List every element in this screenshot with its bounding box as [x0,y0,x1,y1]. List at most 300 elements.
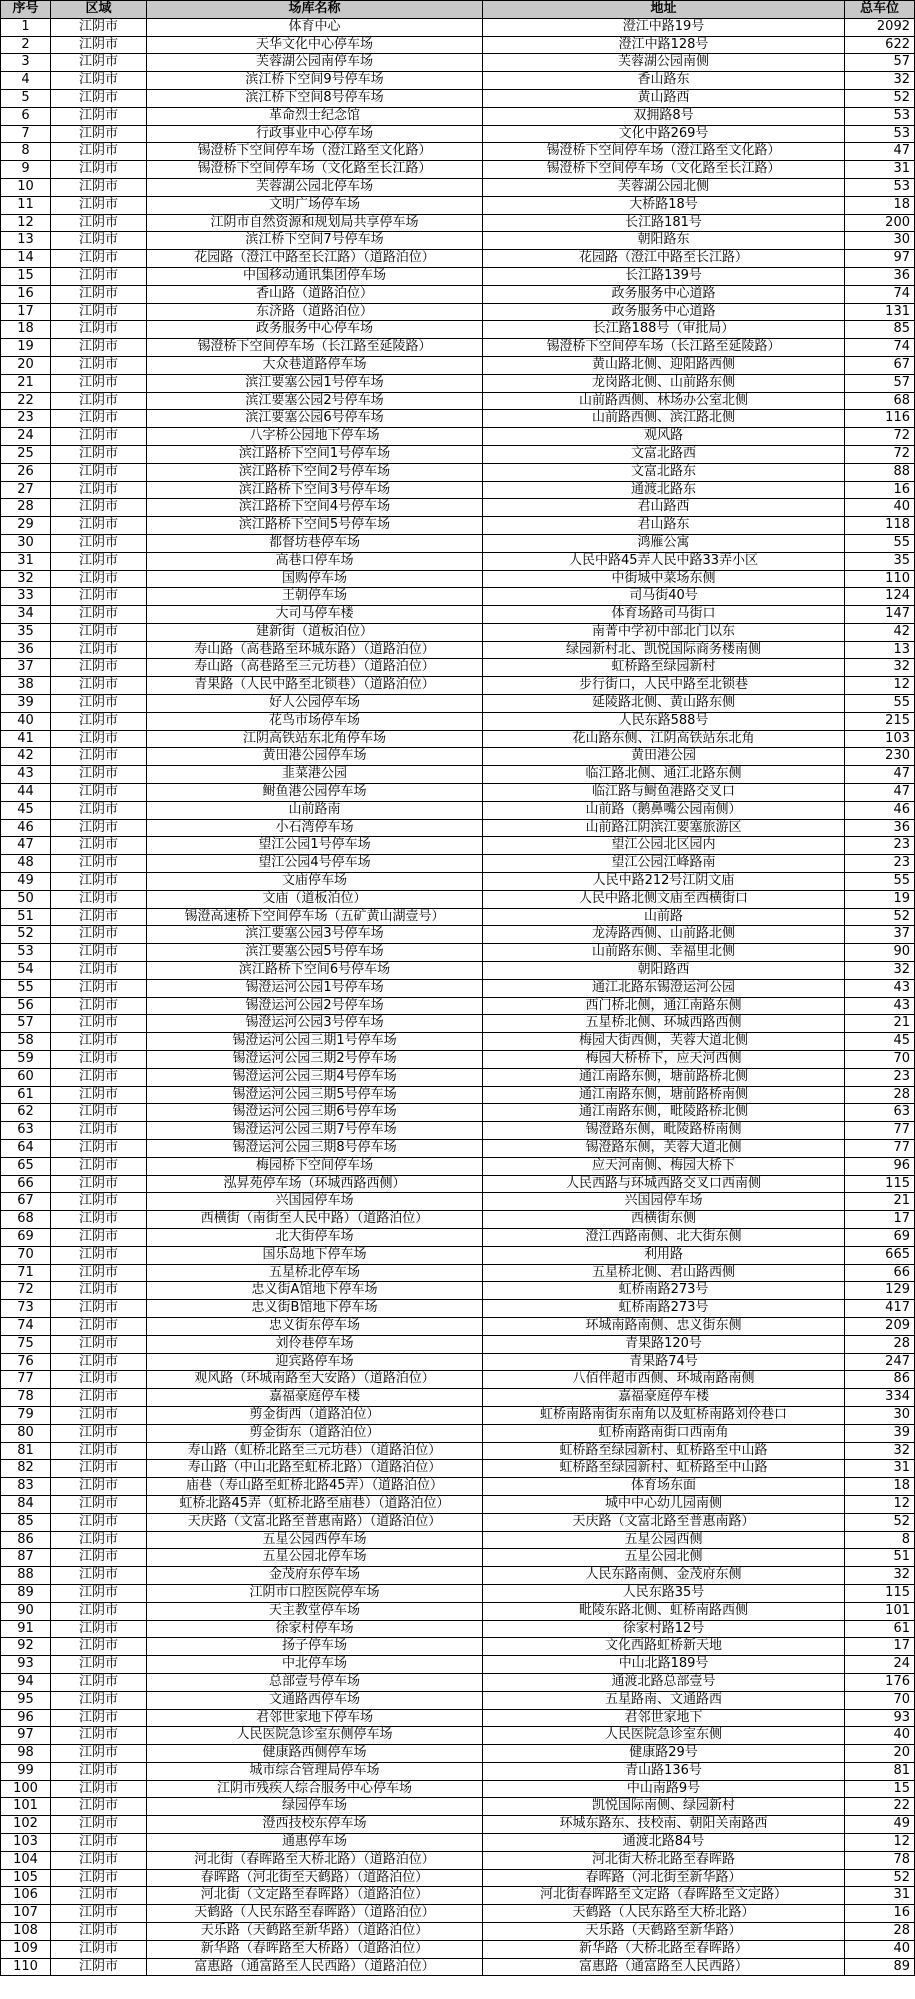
table-row [1,1584,915,1602]
row-address: 体育场东面 [483,1478,845,1496]
row-total-spaces: 209 [845,1317,915,1335]
table-row [1,1656,915,1674]
table-row [1,1033,915,1051]
row-lot-name: 滨江要塞公园2号停车场 [147,392,483,410]
row-region: 江阴市 [51,1958,147,1976]
row-lot-name: 滨江路桥下空间5号停车场 [147,517,483,535]
table-row [1,1228,915,1246]
row-address: 毗陵东路北侧、虹桥南路西侧 [483,1602,845,1620]
row-total-spaces: 115 [845,1175,915,1193]
row-lot-name: 泓昇苑停车场（环城西路西侧） [147,1175,483,1193]
row-address: 步行街口，人民中路至北锁巷 [483,677,845,695]
row-total-spaces: 30 [845,232,915,250]
row-lot-name: 芙蓉湖公园北停车场 [147,178,483,196]
table-row [1,677,915,695]
row-address: 澄江中路19号 [483,18,845,36]
row-total-spaces: 17 [845,1638,915,1656]
row-region: 江阴市 [51,1442,147,1460]
row-region: 江阴市 [51,570,147,588]
row-lot-name: 滨江桥下空间7号停车场 [147,232,483,250]
row-region: 江阴市 [51,926,147,944]
row-region: 江阴市 [51,1584,147,1602]
row-lot-name: 迎宾路停车场 [147,1353,483,1371]
row-total-spaces: 47 [845,143,915,161]
row-lot-name: 新华路（春晖路至大桥路）（道路泊位） [147,1940,483,1958]
row-lot-name: 王朝停车场 [147,588,483,606]
row-region: 江阴市 [51,1122,147,1140]
row-region: 江阴市 [51,1175,147,1193]
table-row [1,1940,915,1958]
row-region: 江阴市 [51,1015,147,1033]
row-region: 江阴市 [51,677,147,695]
table-row [1,997,915,1015]
row-lot-name: 寿山路（中山北路至虹桥北路）（道路泊位） [147,1460,483,1478]
row-index: 66 [1,1175,51,1193]
row-index: 64 [1,1140,51,1158]
table-row [1,1869,915,1887]
row-total-spaces: 28 [845,1923,915,1941]
row-lot-name: 滨江路桥下空间3号停车场 [147,481,483,499]
row-address: 文化中路269号 [483,125,845,143]
row-lot-name: 梅园桥下空间停车场 [147,1157,483,1175]
row-total-spaces: 31 [845,161,915,179]
row-lot-name: 花园路（澄江中路至长江路）（道路泊位） [147,250,483,268]
table-row [1,962,915,980]
row-index: 101 [1,1798,51,1816]
table-row [1,267,915,285]
table-row [1,1122,915,1140]
row-region: 江阴市 [51,712,147,730]
row-total-spaces: 53 [845,107,915,125]
row-total-spaces: 23 [845,837,915,855]
row-address: 通渡北路总部壹号 [483,1673,845,1691]
row-address: 通江北路东锡澄运河公园 [483,979,845,997]
row-total-spaces: 665 [845,1246,915,1264]
row-address: 政务服务中心道路 [483,285,845,303]
table-row [1,1851,915,1869]
row-region: 江阴市 [51,1620,147,1638]
table-row [1,570,915,588]
row-total-spaces: 89 [845,1958,915,1976]
row-index: 5 [1,89,51,107]
row-lot-name: 行政事业中心停车场 [147,125,483,143]
row-address: 澄江中路128号 [483,36,845,54]
table-row [1,54,915,72]
row-total-spaces: 147 [845,606,915,624]
table-row [1,72,915,90]
row-index: 65 [1,1157,51,1175]
row-total-spaces: 90 [845,944,915,962]
row-address: 虹桥南路南街东南角以及虹桥南路刘伶巷口 [483,1406,845,1424]
row-lot-name: 绿园停车场 [147,1798,483,1816]
table-row [1,143,915,161]
row-total-spaces: 2092 [845,18,915,36]
row-region: 江阴市 [51,1851,147,1869]
table-row [1,1834,915,1852]
row-region: 江阴市 [51,534,147,552]
row-index: 61 [1,1086,51,1104]
row-total-spaces: 77 [845,1122,915,1140]
row-address: 虹桥南路273号 [483,1300,845,1318]
row-total-spaces: 43 [845,979,915,997]
row-total-spaces: 116 [845,410,915,428]
row-region: 江阴市 [51,873,147,891]
table-row [1,1673,915,1691]
row-lot-name: 青果路（人民中路至北锁巷）（道路泊位） [147,677,483,695]
row-index: 43 [1,766,51,784]
row-region: 江阴市 [51,1282,147,1300]
table-row [1,1638,915,1656]
row-region: 江阴市 [51,36,147,54]
row-lot-name: 建新街（道板泊位） [147,623,483,641]
row-address: 五星路南、文通路西 [483,1691,845,1709]
row-lot-name: 五星桥北停车场 [147,1264,483,1282]
row-lot-name: 滨江路桥下空间6号停车场 [147,962,483,980]
row-total-spaces: 40 [845,499,915,517]
row-address: 人民东路南侧、金茂府东侧 [483,1567,845,1585]
row-index: 7 [1,125,51,143]
table-row [1,250,915,268]
row-lot-name: 小石湾停车场 [147,819,483,837]
row-index: 110 [1,1958,51,1976]
row-region: 江阴市 [51,1531,147,1549]
table-row [1,1300,915,1318]
row-total-spaces: 43 [845,997,915,1015]
table-row [1,837,915,855]
row-lot-name: 忠义街东停车场 [147,1317,483,1335]
row-index: 62 [1,1104,51,1122]
row-index: 33 [1,588,51,606]
table-row [1,873,915,891]
row-index: 96 [1,1709,51,1727]
table-row [1,695,915,713]
row-address: 山前路江阴滨江要塞旅游区 [483,819,845,837]
row-index: 36 [1,641,51,659]
row-lot-name: 徐家村停车场 [147,1620,483,1638]
table-row [1,1460,915,1478]
row-total-spaces: 131 [845,303,915,321]
table-row [1,1353,915,1371]
row-region: 江阴市 [51,1193,147,1211]
row-lot-name: 文通路西停车场 [147,1691,483,1709]
row-address: 人民中路45弄人民中路33弄小区 [483,552,845,570]
row-total-spaces: 55 [845,534,915,552]
row-address: 人民医院急诊室东侧 [483,1727,845,1745]
row-lot-name: 忠义街B馆地下停车场 [147,1300,483,1318]
row-lot-name: 观风路（环城南路至大安路）（道路泊位） [147,1371,483,1389]
row-region: 江阴市 [51,392,147,410]
row-lot-name: 山前路南 [147,801,483,819]
row-total-spaces: 31 [845,1460,915,1478]
row-region: 江阴市 [51,445,147,463]
row-total-spaces: 32 [845,72,915,90]
table-row [1,534,915,552]
row-total-spaces: 40 [845,1727,915,1745]
row-address: 望江公园江峰路南 [483,855,845,873]
row-index: 91 [1,1620,51,1638]
row-region: 江阴市 [51,1602,147,1620]
row-index: 22 [1,392,51,410]
row-lot-name: 西横街（南街至人民中路）（道路泊位） [147,1211,483,1229]
row-total-spaces: 18 [845,196,915,214]
row-address: 芙蓉湖公园北侧 [483,178,845,196]
row-index: 108 [1,1923,51,1941]
row-total-spaces: 85 [845,321,915,339]
row-address: 延陵路北侧、黄山路东侧 [483,695,845,713]
row-region: 江阴市 [51,1905,147,1923]
row-index: 88 [1,1567,51,1585]
row-region: 江阴市 [51,1513,147,1531]
table-row [1,1887,915,1905]
row-index: 51 [1,908,51,926]
row-address: 青果路120号 [483,1335,845,1353]
row-lot-name: 锡澄运河公园三期5号停车场 [147,1086,483,1104]
header-total-spaces: 总车位 [845,1,915,19]
row-index: 6 [1,107,51,125]
row-total-spaces: 55 [845,695,915,713]
row-lot-name: 兴国园停车场 [147,1193,483,1211]
row-region: 江阴市 [51,1033,147,1051]
row-total-spaces: 417 [845,1300,915,1318]
row-region: 江阴市 [51,1923,147,1941]
row-region: 江阴市 [51,89,147,107]
row-lot-name: 中国移动通讯集团停车场 [147,267,483,285]
row-region: 江阴市 [51,890,147,908]
row-total-spaces: 78 [845,1851,915,1869]
row-address: 黄田港公园 [483,748,845,766]
row-lot-name: 望江公园1号停车场 [147,837,483,855]
header-address: 地址 [483,1,845,19]
table-row [1,499,915,517]
row-index: 85 [1,1513,51,1531]
row-total-spaces: 93 [845,1709,915,1727]
row-lot-name: 嘉福豪庭停车楼 [147,1389,483,1407]
table-row [1,214,915,232]
row-lot-name: 天乐路（天鹤路至新华路）（道路泊位） [147,1923,483,1941]
row-region: 江阴市 [51,1086,147,1104]
row-total-spaces: 70 [845,1691,915,1709]
row-address: 政务服务中心道路 [483,303,845,321]
row-index: 46 [1,819,51,837]
row-region: 江阴市 [51,499,147,517]
row-lot-name: 锡澄运河公园三期8号停车场 [147,1140,483,1158]
row-region: 江阴市 [51,748,147,766]
row-lot-name: 五星公园北停车场 [147,1549,483,1567]
row-total-spaces: 36 [845,819,915,837]
row-address: 富惠路（通富路至人民西路） [483,1958,845,1976]
row-total-spaces: 32 [845,659,915,677]
table-row [1,428,915,446]
row-lot-name: 北大街停车场 [147,1228,483,1246]
row-total-spaces: 16 [845,481,915,499]
row-lot-name: 江阴市口腔医院停车场 [147,1584,483,1602]
row-region: 江阴市 [51,1371,147,1389]
table-row [1,1406,915,1424]
table-row [1,1531,915,1549]
row-total-spaces: 28 [845,1086,915,1104]
header-index: 序号 [1,1,51,19]
row-address: 朝阳路西 [483,962,845,980]
row-region: 江阴市 [51,944,147,962]
row-address: 西横街东侧 [483,1211,845,1229]
table-row [1,1335,915,1353]
row-lot-name: 大司马停车楼 [147,606,483,624]
row-region: 江阴市 [51,1673,147,1691]
row-total-spaces: 97 [845,250,915,268]
row-lot-name: 文庙停车场 [147,873,483,891]
row-total-spaces: 622 [845,36,915,54]
row-region: 江阴市 [51,339,147,357]
row-region: 江阴市 [51,1495,147,1513]
table-row [1,712,915,730]
row-region: 江阴市 [51,1068,147,1086]
row-lot-name: 滨江要塞公园3号停车场 [147,926,483,944]
row-index: 54 [1,962,51,980]
row-address: 芙蓉湖公园南侧 [483,54,845,72]
row-index: 70 [1,1246,51,1264]
table-row [1,1389,915,1407]
row-region: 江阴市 [51,1424,147,1442]
row-index: 42 [1,748,51,766]
table-row [1,1780,915,1798]
row-total-spaces: 13 [845,641,915,659]
row-region: 江阴市 [51,1140,147,1158]
row-index: 105 [1,1869,51,1887]
row-index: 15 [1,267,51,285]
row-address: 大桥路18号 [483,196,845,214]
table-row [1,1513,915,1531]
row-total-spaces: 129 [845,1282,915,1300]
table-row [1,1816,915,1834]
row-region: 江阴市 [51,1887,147,1905]
table-row [1,463,915,481]
row-index: 18 [1,321,51,339]
row-address: 八佰伴超市西侧、环城南路南侧 [483,1371,845,1389]
row-total-spaces: 31 [845,1887,915,1905]
table-row [1,1211,915,1229]
row-total-spaces: 12 [845,677,915,695]
table-row [1,1068,915,1086]
row-region: 江阴市 [51,356,147,374]
row-total-spaces: 39 [845,1424,915,1442]
row-lot-name: 芙蓉湖公园南停车场 [147,54,483,72]
row-index: 27 [1,481,51,499]
row-total-spaces: 15 [845,1780,915,1798]
row-lot-name: 锡澄运河公园三期7号停车场 [147,1122,483,1140]
row-region: 江阴市 [51,1869,147,1887]
table-row [1,374,915,392]
row-address: 梅园大桥桥下，应天河西侧 [483,1051,845,1069]
row-total-spaces: 21 [845,1193,915,1211]
row-address: 虹桥路至绿园新村、虹桥路至中山路 [483,1460,845,1478]
row-lot-name: 天鹤路（人民东路至春晖路）（道路泊位） [147,1905,483,1923]
row-region: 江阴市 [51,730,147,748]
row-index: 4 [1,72,51,90]
table-row [1,1905,915,1923]
row-lot-name: 锡澄运河公园三期4号停车场 [147,1068,483,1086]
row-lot-name: 江阴市残疾人综合服务中心停车场 [147,1780,483,1798]
row-index: 21 [1,374,51,392]
row-total-spaces: 67 [845,356,915,374]
table-row [1,1317,915,1335]
row-total-spaces: 101 [845,1602,915,1620]
row-address: 朝阳路东 [483,232,845,250]
row-total-spaces: 334 [845,1389,915,1407]
row-region: 江阴市 [51,1780,147,1798]
row-address: 通渡北路东 [483,481,845,499]
row-address: 青山路136号 [483,1762,845,1780]
row-region: 江阴市 [51,837,147,855]
row-index: 28 [1,499,51,517]
table-row [1,196,915,214]
row-region: 江阴市 [51,54,147,72]
row-address: 山前路东侧、幸福里北侧 [483,944,845,962]
row-address: 天乐路（天鹤路至新华路） [483,1923,845,1941]
row-lot-name: 滨江要塞公园6号停车场 [147,410,483,428]
row-total-spaces: 57 [845,54,915,72]
row-index: 29 [1,517,51,535]
row-index: 92 [1,1638,51,1656]
table-row [1,1175,915,1193]
row-index: 81 [1,1442,51,1460]
row-index: 8 [1,143,51,161]
row-address: 虹桥路至绿园新村、虹桥路至中山路 [483,1442,845,1460]
row-address: 中山南路9号 [483,1780,845,1798]
row-index: 59 [1,1051,51,1069]
row-total-spaces: 16 [845,1905,915,1923]
row-total-spaces: 20 [845,1745,915,1763]
row-index: 2 [1,36,51,54]
table-row [1,178,915,196]
row-lot-name: 通惠停车场 [147,1834,483,1852]
row-address: 应天河南侧、梅园大桥下 [483,1157,845,1175]
row-index: 80 [1,1424,51,1442]
row-region: 江阴市 [51,250,147,268]
row-region: 江阴市 [51,588,147,606]
row-region: 江阴市 [51,766,147,784]
row-total-spaces: 8 [845,1531,915,1549]
row-lot-name: 扬子停车场 [147,1638,483,1656]
row-address: 香山路东 [483,72,845,90]
table-row [1,926,915,944]
row-lot-name: 剪金街西（道路泊位） [147,1406,483,1424]
row-region: 江阴市 [51,1745,147,1763]
row-lot-name: 望江公园4号停车场 [147,855,483,873]
table-row [1,1745,915,1763]
row-total-spaces: 72 [845,445,915,463]
row-lot-name: 花鸟市场停车场 [147,712,483,730]
row-address: 锡澄桥下空间停车场（文化路至长江路） [483,161,845,179]
row-region: 江阴市 [51,107,147,125]
row-address: 锡澄桥下空间停车场（长江路至延陵路） [483,339,845,357]
row-region: 江阴市 [51,659,147,677]
table-row [1,392,915,410]
row-total-spaces: 49 [845,1816,915,1834]
row-lot-name: 庙巷（寿山路至虹桥北路45弄）（道路泊位） [147,1478,483,1496]
table-row [1,979,915,997]
row-lot-name: 中北停车场 [147,1656,483,1674]
row-index: 31 [1,552,51,570]
row-total-spaces: 51 [845,1549,915,1567]
row-lot-name: 滨江路桥下空间4号停车场 [147,499,483,517]
row-address: 河北街春晖路至文定路（春晖路至文定路） [483,1887,845,1905]
row-index: 49 [1,873,51,891]
row-index: 89 [1,1584,51,1602]
row-region: 江阴市 [51,784,147,802]
row-index: 71 [1,1264,51,1282]
row-index: 68 [1,1211,51,1229]
row-address: 鸿雁公寓 [483,534,845,552]
